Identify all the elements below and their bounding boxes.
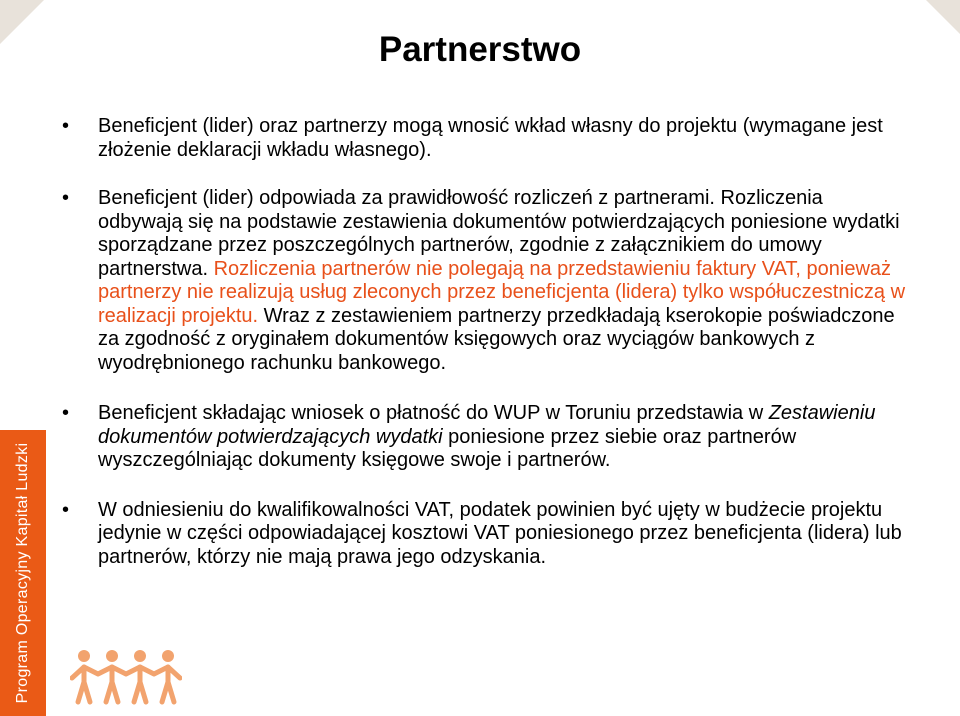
bullet-item-2 bbox=[62, 187, 907, 375]
bullet-text: Beneficjent składając wniosek o płatność do WUP w Toruniu przedstawia w bbox=[98, 402, 769, 424]
bullet-list bbox=[62, 115, 907, 569]
italic-document-name: Zestawieniu dokumentów potwierdzających wydatki bbox=[98, 402, 876, 448]
bullet-text: W odniesieniu do kwalifikowalności VAT, podatek powinien być ujęty w budżecie projektu jedynie w części odpowiadającej kosztowi VAT poniesionego przez beneficjenta (lidera) lub partnerów, którzy nie mają prawa jego odzyskania. bbox=[98, 498, 902, 568]
corner-decoration-right bbox=[926, 0, 960, 34]
highlighted-text: Rozliczenia partnerów nie polegają na przedstawieniu faktury VAT, ponieważ partnerzy nie realizują usług zleconych przez beneficjenta (lidera) tylko współuczestniczą w realizacji projektu. bbox=[98, 257, 906, 327]
bullet-text-continued: Wraz z zestawieniem partnerzy przedkładają kserokopie poświadczone za zgodność z oryginałem dokumentów księgowych oraz wyciągów bankowych z wyodrębnionego rachunku bankowego. bbox=[98, 304, 895, 374]
bullet-text: Beneficjent (lider) oraz partnerzy mogą wnosić wkład własny do projektu (wymagane jest złożenie deklaracji wkładu własnego). bbox=[98, 115, 883, 161]
bullet-item-4 bbox=[62, 499, 907, 570]
program-name: Program Operacyjny Kapitał Ludzki bbox=[14, 442, 31, 704]
page-title: Partnerstwo bbox=[378, 30, 582, 69]
bullet-item-3 bbox=[62, 402, 907, 473]
people-chain-logo-icon bbox=[70, 648, 182, 706]
bullet-item-1 bbox=[62, 115, 907, 162]
bullet-text: Beneficjent (lider) odpowiada za prawidłowość rozliczeń z partnerami. Rozliczenia odbywają się na podstawie zestawienia dokumentów potwierdzających poniesione wydatki sporządzane przez poszczególnych partnerów, zgodnie z załącznikiem do umowy partnerstwa. bbox=[98, 187, 900, 280]
bullet-text-continued: poniesione przez siebie oraz partnerów wyszczególniając dokumenty księgowe swoje i partnerów. bbox=[98, 425, 797, 471]
